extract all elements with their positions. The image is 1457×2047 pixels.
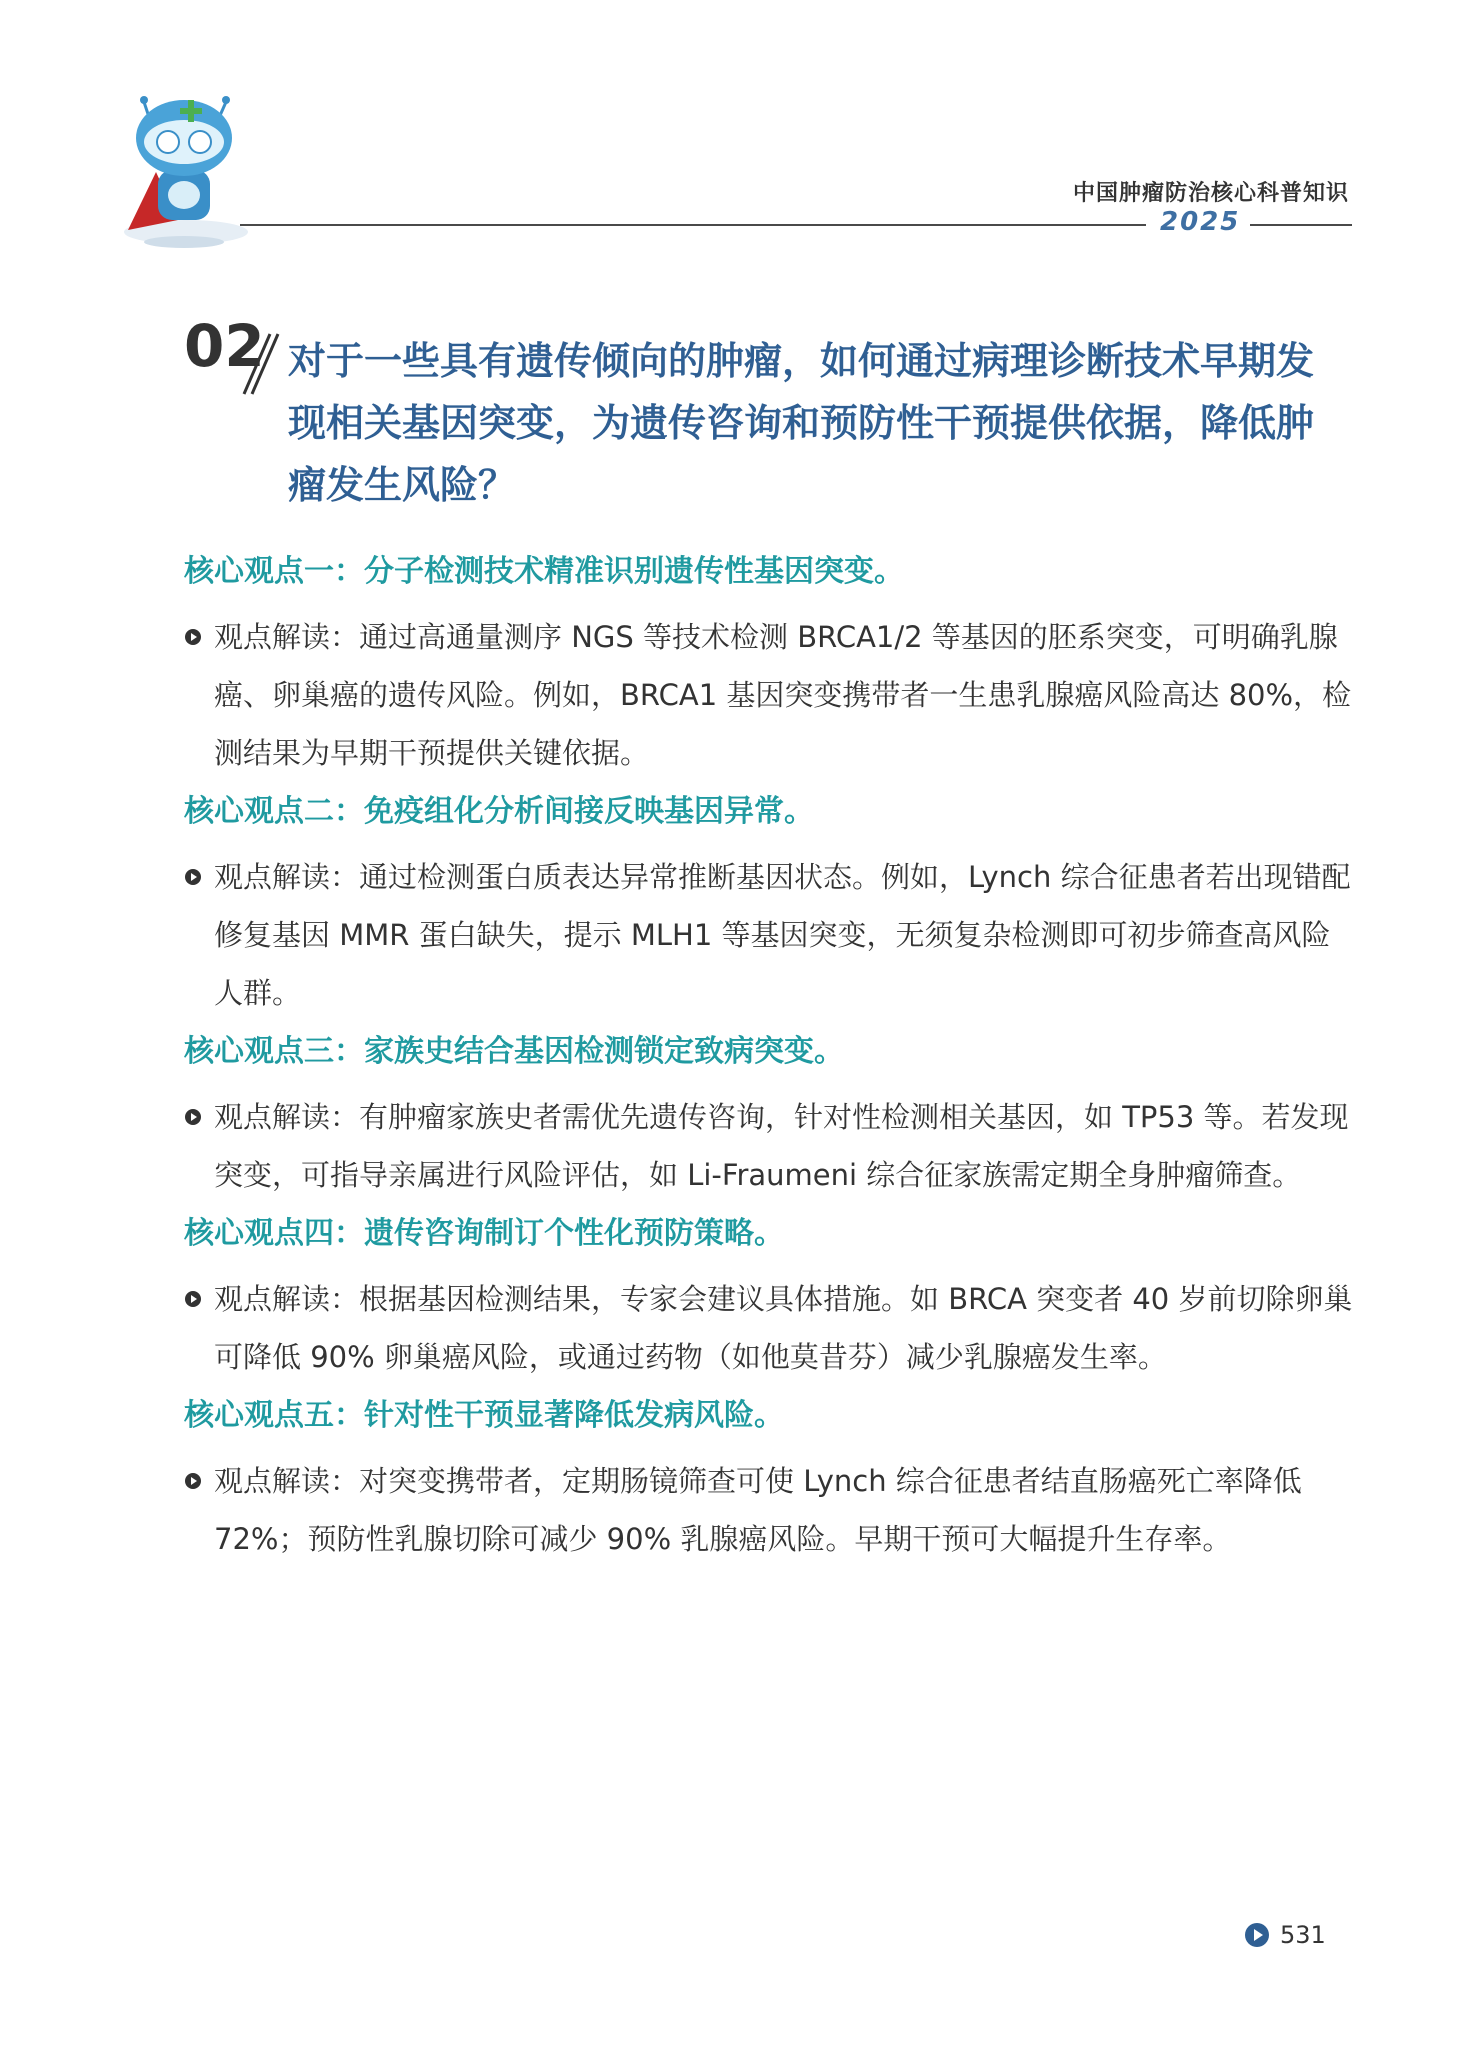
core-point	[184, 1396, 1354, 1568]
point-body	[184, 1088, 1354, 1204]
play-bullet-icon	[184, 1472, 202, 1490]
point-heading: 核心观点二：免疫组化分析间接反映基因异常。	[184, 794, 814, 829]
core-point	[184, 1214, 1354, 1386]
page-number: 531	[1280, 1921, 1326, 1949]
point-body-text: 观点解读：有肿瘤家族史者需优先遗传咨询，针对性检测相关基因，如 TP53 等。若发现突变，可指导亲属进行风险评估，如 Li-Fraumeni 综合征家族需定期全身肿瘤筛查。	[214, 1100, 1349, 1192]
question-number: 02	[184, 312, 265, 380]
play-bullet-icon	[184, 628, 202, 646]
header-year: 2025	[1160, 207, 1241, 237]
core-point	[184, 792, 1354, 1022]
question-title: 对于一些具有遗传倾向的肿瘤，如何通过病理诊断技术早期发现相关基因突变，为遗传咨询和预防性干预提供依据，降低肿瘤发生风险？	[288, 339, 1315, 507]
running-header-title: 中国肿瘤防治核心科普知识	[1072, 181, 1349, 206]
point-body	[184, 1270, 1354, 1386]
double-slash-icon	[240, 330, 280, 400]
core-points	[184, 552, 1354, 1578]
play-circle-icon	[1244, 1922, 1270, 1948]
point-heading: 核心观点五：针对性干预显著降低发病风险。	[184, 1398, 784, 1433]
point-body-text: 观点解读：根据基因检测结果，专家会建议具体措施。如 BRCA 突变者 40 岁前切除卵巢可降低 90% 卵巢癌风险，或通过药物（如他莫昔芬）减少乳腺癌发生率。	[214, 1282, 1353, 1374]
page-footer	[1244, 1920, 1326, 1950]
robot-mascot-icon	[108, 80, 258, 250]
core-point	[184, 1032, 1354, 1204]
header-divider-right	[1250, 224, 1352, 226]
play-bullet-icon	[184, 1108, 202, 1126]
play-bullet-icon	[184, 1290, 202, 1308]
header-divider-left	[240, 224, 1146, 226]
point-body-text: 观点解读：通过高通量测序 NGS 等技术检测 BRCA1/2 等基因的胚系突变，可明确乳腺癌、卵巢癌的遗传风险。例如，BRCA1 基因突变携带者一生患乳腺癌风险高达 80%，检测结果为早期干预提供关键依据。	[214, 620, 1352, 770]
play-bullet-icon	[184, 868, 202, 886]
point-heading: 核心观点四：遗传咨询制订个性化预防策略。	[184, 1216, 784, 1251]
point-body	[184, 1452, 1354, 1568]
core-point	[184, 552, 1354, 782]
point-body-text: 观点解读：对突变携带者，定期肠镜筛查可使 Lynch 综合征患者结直肠癌死亡率降低 72%；预防性乳腺切除可减少 90% 乳腺癌风险。早期干预可大幅提升生存率。	[214, 1464, 1302, 1556]
point-heading: 核心观点三：家族史结合基因检测锁定致病突变。	[184, 1034, 844, 1069]
point-heading: 核心观点一：分子检测技术精准识别遗传性基因突变。	[184, 554, 904, 589]
point-body	[184, 608, 1354, 782]
point-body-text: 观点解读：通过检测蛋白质表达异常推断基因状态。例如，Lynch 综合征患者若出现错配修复基因 MMR 蛋白缺失，提示 MLH1 等基因突变，无须复杂检测即可初步筛查高风险人群。	[214, 860, 1351, 1010]
point-body	[184, 848, 1354, 1022]
